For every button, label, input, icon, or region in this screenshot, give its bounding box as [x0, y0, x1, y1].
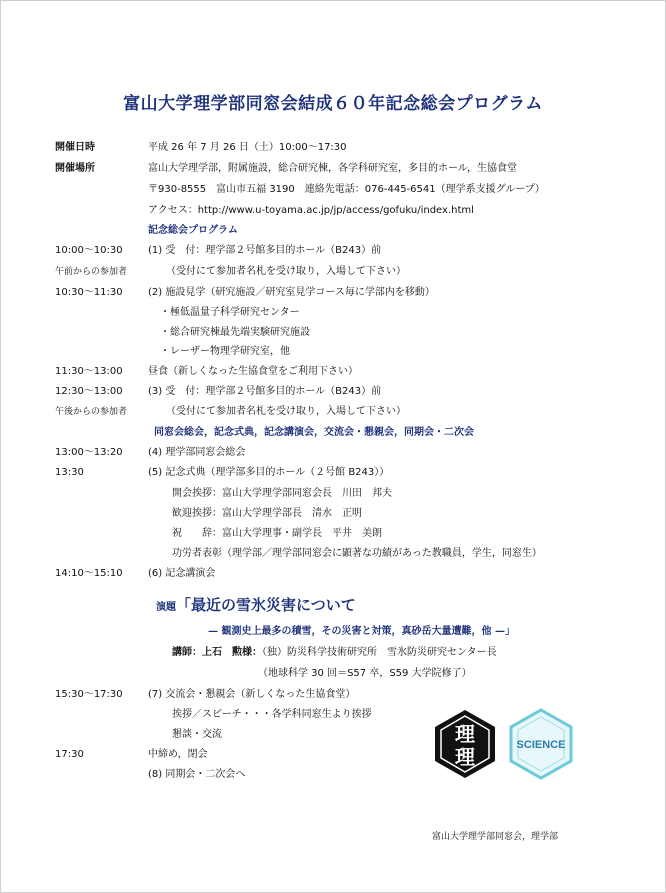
science-faculty-emblem-icon [432, 708, 498, 780]
afternoon-heading: 同窓会総会，記念式典，記念講演会，交流会・懇親会，同期会・二次会 [154, 427, 474, 438]
speaker-affiliation: （独）防災科学技術研究所 雪氷防災研究センター長 [262, 647, 497, 658]
ceremony-speaker: 歓迎挨拶：富山大学理学部長 清水 正明 [172, 508, 362, 519]
schedule-time: 13:00～13:20 [55, 447, 123, 458]
schedule-item: (1) 受 付：理学部２号館多目的ホール（B243）前 [148, 245, 382, 256]
ceremony-speaker: 祝 辞：富山大学理事・副学長 平井 美朗 [172, 528, 382, 539]
lecture-subtitle: — 観測史上最多の積雪，その災害と対策，真砂岳大量遭難，他 —」 [208, 626, 515, 637]
schedule-time: 午後からの参加者 [55, 407, 128, 417]
schedule-item: （受付にて参加者名札を受け取り，入場して下さい） [166, 406, 406, 417]
schedule-time: 14:10～15:10 [55, 568, 123, 579]
access-link[interactable]: アクセス：http://www.u-toyama.ac.jp/jp/access/gofuku/index.html [148, 205, 474, 216]
schedule-time: 17:30 [55, 749, 84, 760]
svg-text:理: 理 [455, 722, 475, 746]
lecture-title-row [156, 594, 356, 615]
schedule-time: 15:30～17:30 [55, 689, 123, 700]
lecture-speaker [172, 647, 497, 659]
venue-label: 開催場所 [55, 163, 95, 174]
schedule-item: 中締め，閉会 [148, 749, 208, 760]
schedule-item: (3) 受 付：理学部２号館多目的ホール（B243）前 [148, 386, 382, 397]
schedule-subitem: ・極低温量子科学研究センター [160, 307, 300, 318]
schedule-time: 10:30～11:30 [55, 287, 123, 298]
schedule-item: (4) 理学部同窓会総会 [148, 447, 246, 458]
schedule-item: (2) 施設見学（研究施設／研究室見学コース毎に学部内を移動） [148, 287, 435, 298]
schedule-time: 13:30 [55, 467, 84, 478]
science-logo-text: SCIENCE [516, 739, 566, 751]
footer-organization: 富山大学理学部同窓会，理学部 [432, 832, 559, 842]
schedule-item: (6) 記念講演会 [148, 568, 216, 579]
page-title: 富山大学理学部同窓会結成６０年記念総会プログラム [123, 94, 543, 114]
schedule-subitem: ・総合研究棟最先端実験研究施設 [160, 327, 310, 338]
speaker-label: 講師：上石 勲様： [172, 647, 262, 658]
speaker-note: （地球科学 30 回＝S57 卒，S59 大学院修了） [258, 668, 472, 679]
schedule-subitem: ・レーザー物理学研究室，他 [160, 346, 290, 357]
schedule-item: (7) 交流会・懇親会（新しくなった生協食堂） [148, 689, 356, 700]
date-label: 開催日時 [55, 142, 95, 153]
science-hexagon-logo [508, 708, 574, 780]
schedule-time: 午前からの参加者 [55, 267, 128, 277]
date-value: 平成 26 年 7 月 26 日（土）10:00～17:30 [148, 142, 347, 153]
schedule-time: 12:30～13:00 [55, 386, 123, 397]
schedule-subitem: 懇談・交流 [172, 729, 222, 740]
schedule-subitem: 挨拶／スピーチ・・・各学科同窓生より挨拶 [172, 709, 372, 720]
lecture-title: 「最近の雪氷災害について [176, 596, 356, 614]
ceremony-award: 功労者表彰（理学部／理学部同窓会に顕著な功績があった教職員，学生，同窓生） [172, 548, 542, 559]
schedule-item: 昼食（新しくなった生協食堂をご利用下さい） [148, 366, 358, 377]
schedule-item: （受付にて参加者名札を受け取り，入場して下さい） [166, 266, 406, 277]
schedule-item: (5) 記念式典（理学部多目的ホール（２号館 B243）） [148, 467, 390, 478]
svg-text:理: 理 [455, 745, 475, 769]
schedule-item: (8) 同期会・二次会へ [148, 769, 246, 780]
address: 〒930-8555 富山市五福 3190 連絡先電話：076-445-6541（理学系支援グループ） [148, 184, 545, 195]
program-heading: 記念総会プログラム [148, 225, 238, 236]
venue-value: 富山大学理学部，附属施設，総合研究棟，各学科研究室，多目的ホール，生協食堂 [148, 163, 517, 174]
schedule-time: 10:00～10:30 [55, 245, 123, 256]
schedule-time: 11:30～13:00 [55, 366, 123, 377]
lecture-label: 演題 [156, 602, 176, 613]
ceremony-speaker: 開会挨拶：富山大学理学部同窓会長 川田 邦夫 [172, 488, 392, 499]
